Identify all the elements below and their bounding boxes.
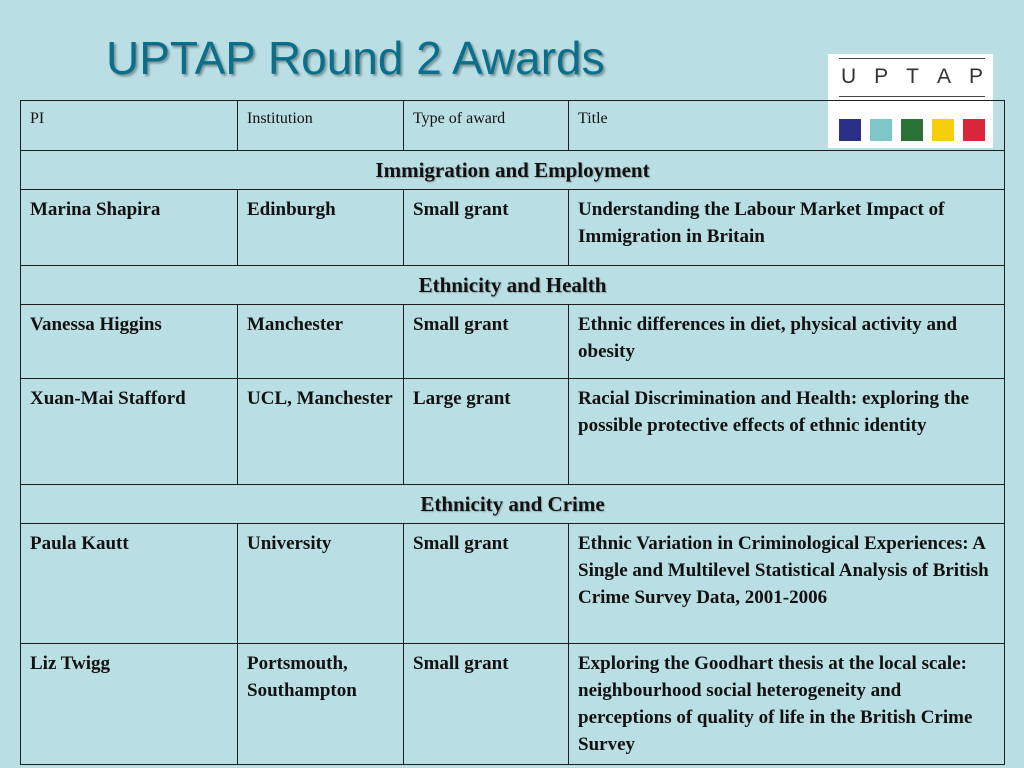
cell-type: Small grant — [404, 305, 569, 379]
section-heading: Immigration and Employment — [21, 151, 1005, 190]
cell-title: Exploring the Goodhart thesis at the local scale: neighbourhood social heterogeneity and perceptions of quality of life in the British Crime Survey — [569, 644, 1005, 765]
cell-title: Racial Discrimination and Health: exploring the possible protective effects of ethnic identity — [569, 379, 1005, 485]
cell-pi: Marina Shapira — [21, 190, 238, 266]
header-institution: Institution — [238, 101, 404, 151]
cell-title: Ethnic differences in diet, physical activity and obesity — [569, 305, 1005, 379]
table-row — [21, 644, 1005, 765]
logo-letter: T — [906, 65, 919, 88]
cell-institution: Edinburgh — [238, 190, 404, 266]
cell-institution: University — [238, 524, 404, 644]
table-row — [21, 524, 1005, 644]
header-title: Title — [569, 101, 1005, 151]
logo-letter: A — [936, 65, 951, 88]
logo-letter: P — [874, 65, 889, 88]
header-type-of-award: Type of award — [404, 101, 569, 151]
logo-letter: U — [841, 65, 857, 88]
section-row-ethnicity-health — [21, 266, 1005, 305]
cell-title: Ethnic Variation in Criminological Experiences: A Single and Multilevel Statistical Analysis of British Crime Survey Data, 2001-2006 — [569, 524, 1005, 644]
slide-title: UPTAP Round 2 Awards — [106, 32, 605, 84]
cell-pi: Liz Twigg — [21, 644, 238, 765]
table-row — [21, 379, 1005, 485]
section-row-ethnicity-crime — [21, 485, 1005, 524]
section-heading: Ethnicity and Crime — [21, 485, 1005, 524]
cell-type: Large grant — [404, 379, 569, 485]
table-row — [21, 190, 1005, 266]
logo-bottom-rule — [839, 96, 985, 97]
cell-institution: Manchester — [238, 305, 404, 379]
logo-letter: P — [968, 65, 983, 88]
cell-institution: Portsmouth, Southampton — [238, 644, 404, 765]
cell-title: Understanding the Labour Market Impact of Immigration in Britain — [569, 190, 1005, 266]
section-row-immigration-employment — [21, 151, 1005, 190]
section-heading: Ethnicity and Health — [21, 266, 1005, 305]
logo-top-rule — [839, 58, 985, 59]
awards-table — [20, 100, 1005, 765]
table-header-row — [21, 101, 1005, 151]
table-row — [21, 305, 1005, 379]
header-pi: PI — [21, 101, 238, 151]
cell-pi: Vanessa Higgins — [21, 305, 238, 379]
cell-pi: Paula Kautt — [21, 524, 238, 644]
logo-wordmark — [839, 60, 985, 94]
cell-type: Small grant — [404, 524, 569, 644]
cell-type: Small grant — [404, 190, 569, 266]
cell-institution: UCL, Manchester — [238, 379, 404, 485]
cell-pi: Xuan-Mai Stafford — [21, 379, 238, 485]
cell-type: Small grant — [404, 644, 569, 765]
